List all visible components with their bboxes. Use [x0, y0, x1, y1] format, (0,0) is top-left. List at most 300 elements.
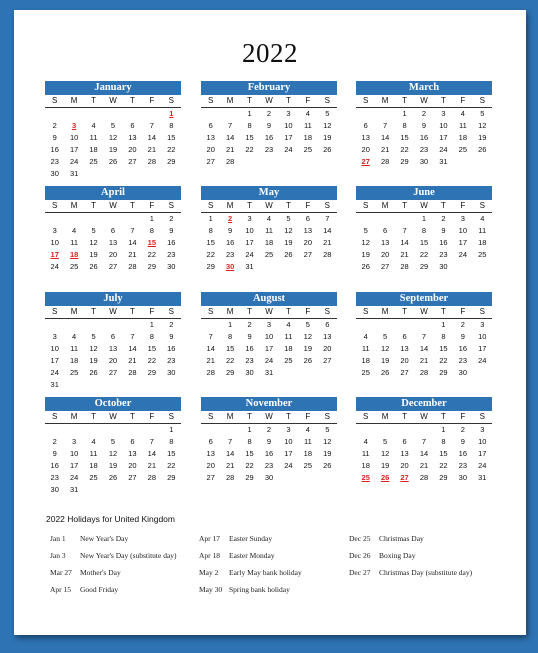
day-cell: 27 [206, 473, 215, 482]
weekday-label: S [45, 200, 64, 213]
holiday-date: Jan 3 [50, 551, 66, 560]
weekday-label: S [318, 200, 337, 213]
day-cell: 19 [89, 356, 98, 365]
day-cell: 17 [264, 344, 274, 353]
holiday-date: Dec 26 [349, 551, 371, 560]
day-cell: 19 [89, 250, 98, 259]
day-cell: 31 [69, 485, 79, 494]
weekday-label: S [201, 95, 220, 108]
day-cell: 12 [89, 344, 98, 353]
empty-cell [375, 424, 394, 436]
day-cell: 26 [89, 368, 98, 377]
day-cell: 19 [323, 133, 332, 142]
day-cell: 7 [130, 332, 135, 341]
day-cell: 8 [441, 437, 446, 446]
day-cell: 29 [167, 157, 176, 166]
day-cell: 3 [480, 425, 485, 434]
day-cell: 23 [264, 461, 274, 470]
weekday-label: F [453, 95, 472, 108]
day-cell: 5 [286, 214, 291, 223]
holiday-day: 26 [380, 473, 390, 482]
day-cell: 30 [458, 473, 468, 482]
holiday-date: May 2 [199, 568, 219, 577]
month-days-grid [201, 200, 337, 273]
day-cell: 8 [247, 437, 252, 446]
empty-cell [103, 319, 122, 331]
weekday-label: S [45, 306, 64, 319]
month-december [356, 397, 492, 484]
day-cell: 22 [167, 461, 176, 470]
weekday-label: M [64, 411, 83, 424]
month-days-grid [356, 200, 492, 273]
day-cell: 16 [264, 133, 274, 142]
day-cell: 5 [480, 109, 485, 118]
day-cell: 11 [70, 238, 79, 247]
day-cell: 16 [225, 238, 235, 247]
day-cell: 26 [89, 262, 98, 271]
holiday-row [349, 547, 472, 564]
empty-cell [375, 213, 394, 225]
day-cell: 22 [400, 145, 409, 154]
day-cell: 8 [247, 121, 252, 130]
day-cell: 27 [380, 262, 390, 271]
empty-cell [84, 424, 103, 436]
day-cell: 23 [245, 356, 254, 365]
day-cell: 23 [264, 145, 274, 154]
day-cell: 15 [245, 449, 254, 458]
day-cell: 1 [208, 214, 213, 223]
day-cell: 23 [225, 250, 235, 259]
day-cell: 4 [286, 320, 291, 329]
weekday-label: S [473, 411, 492, 424]
day-cell: 3 [247, 214, 252, 223]
day-cell: 14 [128, 238, 137, 247]
weekday-label: S [45, 411, 64, 424]
day-cell: 16 [245, 344, 254, 353]
day-cell: 16 [439, 238, 448, 247]
day-cell: 15 [400, 133, 409, 142]
holiday-name: Boxing Day [379, 551, 416, 560]
month-february [201, 81, 337, 168]
weekday-label: M [375, 200, 394, 213]
day-cell: 21 [225, 461, 235, 470]
day-cell: 16 [419, 133, 429, 142]
day-cell: 22 [225, 356, 235, 365]
day-cell: 14 [206, 344, 215, 353]
holiday-row [199, 581, 302, 598]
weekday-label: T [279, 411, 298, 424]
day-cell: 8 [169, 121, 174, 130]
day-cell: 27 [400, 368, 409, 377]
day-cell: 29 [439, 473, 448, 482]
empty-cell [356, 108, 375, 120]
weekday-label: S [45, 95, 64, 108]
month-days-grid [356, 306, 492, 379]
day-cell: 1 [402, 109, 407, 118]
day-cell: 26 [323, 461, 332, 470]
day-cell: 2 [52, 437, 57, 446]
weekday-label: M [64, 200, 83, 213]
day-cell: 4 [305, 109, 310, 118]
day-cell: 30 [419, 157, 429, 166]
day-cell: 18 [303, 449, 313, 458]
weekday-label: F [142, 200, 161, 213]
day-cell: 20 [303, 238, 313, 247]
month-november [201, 397, 337, 484]
day-cell: 20 [380, 250, 390, 259]
day-cell: 28 [128, 368, 137, 377]
day-cell: 14 [400, 238, 409, 247]
day-cell: 5 [383, 437, 388, 446]
day-cell: 13 [206, 449, 215, 458]
weekday-label: T [395, 200, 414, 213]
day-cell: 20 [400, 461, 409, 470]
empty-cell [375, 319, 394, 331]
empty-cell [395, 319, 414, 331]
day-cell: 6 [208, 437, 213, 446]
holiday-name: New Year's Day [80, 534, 129, 543]
day-cell: 9 [169, 226, 174, 235]
month-days-grid [45, 200, 181, 273]
holiday-date: Mar 27 [50, 568, 72, 577]
day-cell: 16 [458, 344, 468, 353]
month-header: February [201, 81, 337, 95]
day-cell: 18 [69, 356, 79, 365]
day-cell: 21 [225, 145, 235, 154]
month-header: August [201, 292, 337, 306]
day-cell: 14 [419, 344, 429, 353]
weekday-label: S [201, 306, 220, 319]
day-cell: 1 [169, 425, 174, 434]
day-cell: 24 [284, 145, 293, 154]
month-june [356, 186, 492, 273]
holiday-day: 27 [400, 473, 409, 482]
day-cell: 14 [380, 133, 390, 142]
day-cell: 3 [441, 109, 446, 118]
day-cell: 11 [284, 332, 293, 341]
empty-cell [45, 108, 64, 120]
day-cell: 4 [266, 214, 272, 223]
day-cell: 11 [89, 133, 98, 142]
weekday-label: T [240, 200, 259, 213]
day-cell: 28 [323, 250, 332, 259]
month-header: April [45, 186, 181, 200]
month-august [201, 292, 337, 379]
month-header: June [356, 186, 492, 200]
weekday-label: T [123, 411, 142, 424]
weekday-label: T [434, 200, 453, 213]
day-cell: 25 [458, 145, 468, 154]
day-cell: 19 [380, 461, 390, 470]
day-cell: 2 [247, 320, 252, 329]
day-cell: 13 [206, 133, 215, 142]
holiday-column [199, 530, 302, 598]
day-cell: 1 [441, 425, 446, 434]
day-cell: 14 [225, 133, 235, 142]
day-cell: 14 [147, 449, 157, 458]
day-cell: 21 [206, 356, 215, 365]
month-header: September [356, 292, 492, 306]
weekday-label: W [259, 411, 278, 424]
day-cell: 28 [380, 157, 390, 166]
month-april [45, 186, 181, 273]
day-cell: 25 [69, 368, 79, 377]
weekday-label: T [395, 95, 414, 108]
day-cell: 9 [460, 332, 465, 341]
day-cell: 5 [305, 320, 310, 329]
holiday-name: Spring bank holiday [229, 585, 290, 594]
day-cell: 27 [323, 356, 332, 365]
day-cell: 3 [286, 109, 291, 118]
day-cell: 25 [303, 145, 313, 154]
month-header: July [45, 292, 181, 306]
day-cell: 23 [50, 157, 59, 166]
day-cell: 30 [167, 262, 176, 271]
day-cell: 23 [167, 356, 176, 365]
holiday-day: 15 [147, 238, 157, 247]
day-cell: 17 [50, 356, 59, 365]
day-cell: 17 [69, 461, 79, 470]
day-cell: 11 [361, 344, 370, 353]
month-header: November [201, 397, 337, 411]
day-cell: 27 [108, 262, 118, 271]
month-days-grid [45, 95, 181, 180]
day-cell: 15 [419, 238, 429, 247]
weekday-label: S [356, 95, 375, 108]
day-cell: 3 [52, 332, 57, 341]
day-cell: 8 [421, 226, 427, 235]
day-cell: 13 [400, 344, 409, 353]
day-cell: 4 [363, 332, 368, 341]
weekday-label: S [162, 306, 181, 319]
holiday-row [199, 530, 302, 547]
day-cell: 5 [383, 332, 388, 341]
calendar-page [14, 10, 526, 635]
day-cell: 13 [323, 332, 332, 341]
day-cell: 27 [128, 473, 137, 482]
day-cell: 21 [323, 238, 332, 247]
day-cell: 23 [167, 250, 176, 259]
day-cell: 16 [50, 461, 59, 470]
holiday-day: 2 [228, 214, 233, 223]
empty-cell [142, 424, 161, 436]
month-july [45, 292, 181, 391]
day-cell: 9 [266, 437, 272, 446]
empty-cell [414, 319, 433, 331]
day-cell: 19 [108, 145, 118, 154]
day-cell: 2 [266, 425, 272, 434]
month-days-grid [201, 306, 337, 379]
day-cell: 23 [50, 473, 59, 482]
weekday-label: T [240, 411, 259, 424]
day-cell: 22 [167, 145, 176, 154]
empty-cell [220, 424, 239, 436]
day-cell: 15 [225, 344, 235, 353]
weekday-label: M [220, 200, 239, 213]
day-cell: 7 [325, 214, 330, 223]
weekday-label: M [220, 95, 239, 108]
weekday-label: S [356, 411, 375, 424]
day-cell: 29 [245, 473, 254, 482]
day-cell: 27 [108, 368, 118, 377]
day-cell: 21 [128, 356, 137, 365]
empty-cell [356, 319, 375, 331]
day-cell: 3 [266, 320, 272, 329]
weekday-label: W [414, 411, 433, 424]
empty-cell [103, 108, 122, 120]
weekday-label: T [123, 200, 142, 213]
day-cell: 27 [206, 157, 215, 166]
day-cell: 31 [69, 169, 79, 178]
day-cell: 14 [323, 226, 332, 235]
day-cell: 10 [284, 121, 293, 130]
day-cell: 11 [89, 449, 98, 458]
weekday-label: S [473, 95, 492, 108]
holiday-date: Apr 18 [199, 551, 221, 560]
holiday-row [50, 581, 177, 598]
weekday-label: S [162, 95, 181, 108]
day-cell: 12 [303, 332, 313, 341]
day-cell: 13 [128, 449, 137, 458]
day-cell: 12 [380, 449, 390, 458]
holiday-day: 25 [361, 473, 370, 482]
day-cell: 9 [247, 332, 252, 341]
empty-cell [356, 424, 375, 436]
day-cell: 12 [323, 437, 332, 446]
day-cell: 19 [380, 356, 390, 365]
day-cell: 17 [458, 238, 468, 247]
holiday-name: Good Friday [80, 585, 119, 594]
weekday-label: T [434, 411, 453, 424]
day-cell: 13 [361, 133, 370, 142]
day-cell: 23 [458, 461, 468, 470]
month-days-grid [45, 411, 181, 496]
day-cell: 9 [52, 449, 57, 458]
day-cell: 25 [69, 262, 79, 271]
weekday-label: T [434, 306, 453, 319]
day-cell: 12 [380, 344, 390, 353]
holiday-row [50, 547, 177, 564]
day-cell: 7 [402, 226, 407, 235]
holiday-name: Easter Monday [229, 551, 275, 560]
weekday-label: T [395, 306, 414, 319]
day-cell: 11 [303, 121, 312, 130]
day-cell: 22 [439, 461, 448, 470]
day-cell: 25 [89, 157, 98, 166]
day-cell: 27 [128, 157, 137, 166]
day-cell: 5 [110, 121, 116, 130]
month-october [45, 397, 181, 496]
day-cell: 2 [441, 214, 446, 223]
day-cell: 28 [400, 262, 409, 271]
day-cell: 25 [264, 250, 274, 259]
day-cell: 27 [303, 250, 313, 259]
day-cell: 26 [323, 145, 332, 154]
day-cell: 30 [458, 368, 468, 377]
day-cell: 14 [128, 344, 137, 353]
weekday-label: F [453, 200, 472, 213]
day-cell: 25 [478, 250, 487, 259]
day-cell: 13 [380, 238, 390, 247]
weekday-label: W [414, 200, 433, 213]
weekday-label: F [298, 95, 317, 108]
day-cell: 18 [264, 238, 274, 247]
day-cell: 19 [478, 133, 487, 142]
day-cell: 10 [69, 449, 79, 458]
day-cell: 29 [439, 368, 448, 377]
day-cell: 7 [421, 437, 427, 446]
holiday-day: 3 [72, 121, 77, 130]
day-cell: 4 [72, 332, 77, 341]
day-cell: 10 [69, 133, 79, 142]
day-cell: 11 [361, 449, 370, 458]
weekday-label: W [259, 306, 278, 319]
empty-cell [84, 213, 103, 225]
weekday-label: T [240, 95, 259, 108]
day-cell: 18 [89, 461, 98, 470]
weekday-label: W [414, 306, 433, 319]
day-cell: 14 [419, 449, 429, 458]
holiday-row [349, 530, 472, 547]
day-cell: 20 [128, 461, 137, 470]
weekday-label: S [162, 411, 181, 424]
weekday-label: S [201, 200, 220, 213]
day-cell: 30 [167, 368, 176, 377]
empty-cell [64, 213, 83, 225]
weekday-label: F [298, 200, 317, 213]
day-cell: 8 [149, 332, 154, 341]
empty-cell [123, 319, 142, 331]
day-cell: 11 [478, 226, 487, 235]
weekday-label: W [103, 200, 122, 213]
day-cell: 5 [91, 226, 96, 235]
day-cell: 12 [323, 121, 332, 130]
weekday-label: T [84, 200, 103, 213]
day-cell: 18 [284, 344, 293, 353]
weekday-label: F [298, 411, 317, 424]
weekday-label: M [64, 95, 83, 108]
day-cell: 3 [72, 437, 77, 446]
holiday-row [50, 530, 177, 547]
day-cell: 22 [245, 145, 254, 154]
day-cell: 23 [439, 250, 448, 259]
day-cell: 8 [169, 437, 174, 446]
weekday-label: S [318, 411, 337, 424]
day-cell: 30 [264, 473, 274, 482]
holiday-row [199, 547, 302, 564]
day-cell: 1 [247, 425, 252, 434]
weekday-label: S [356, 306, 375, 319]
day-cell: 6 [208, 121, 213, 130]
day-cell: 9 [441, 226, 446, 235]
holiday-name: Mother's Day [80, 568, 121, 577]
day-cell: 3 [480, 320, 485, 329]
month-header: January [45, 81, 181, 95]
holiday-day: 1 [169, 109, 174, 118]
weekday-label: T [279, 306, 298, 319]
weekday-label: W [103, 306, 122, 319]
weekday-label: T [240, 306, 259, 319]
day-cell: 17 [245, 238, 254, 247]
day-cell: 2 [460, 320, 465, 329]
day-cell: 24 [69, 473, 79, 482]
day-cell: 16 [264, 449, 274, 458]
weekday-label: T [84, 306, 103, 319]
holiday-date: May 30 [199, 585, 223, 594]
holiday-date: Apr 15 [50, 585, 72, 594]
day-cell: 11 [303, 437, 312, 446]
day-cell: 7 [130, 226, 135, 235]
